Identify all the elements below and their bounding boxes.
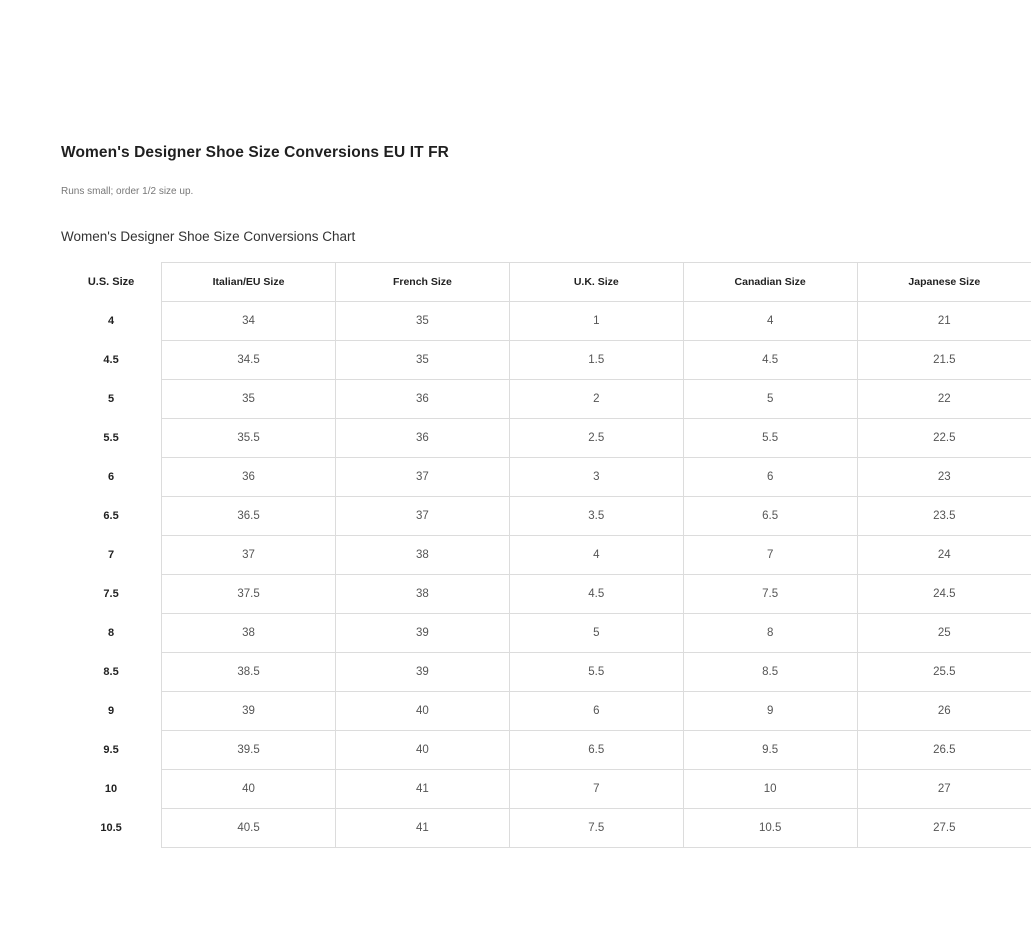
table-row	[61, 302, 1031, 341]
cell-japanese-size: 27	[857, 770, 1031, 809]
table-row	[61, 380, 1031, 419]
cell-us-size: 7	[61, 536, 162, 575]
cell-french-size: 37	[335, 458, 509, 497]
cell-japanese-size: 23.5	[857, 497, 1031, 536]
cell-us-size: 10.5	[61, 809, 162, 848]
cell-french-size: 41	[335, 770, 509, 809]
cell-canadian-size: 10	[683, 770, 857, 809]
cell-italian-eu-size: 38	[162, 614, 336, 653]
header-japanese-size: Japanese Size	[857, 263, 1031, 302]
cell-us-size: 4.5	[61, 341, 162, 380]
cell-japanese-size: 22.5	[857, 419, 1031, 458]
cell-italian-eu-size: 37	[162, 536, 336, 575]
cell-italian-eu-size: 39	[162, 692, 336, 731]
cell-japanese-size: 21	[857, 302, 1031, 341]
cell-us-size: 7.5	[61, 575, 162, 614]
cell-italian-eu-size: 34.5	[162, 341, 336, 380]
cell-canadian-size: 9	[683, 692, 857, 731]
cell-us-size: 8	[61, 614, 162, 653]
cell-japanese-size: 26	[857, 692, 1031, 731]
cell-canadian-size: 5.5	[683, 419, 857, 458]
page-title: Women's Designer Shoe Size Conversions EU IT FR	[61, 144, 449, 161]
cell-italian-eu-size: 40.5	[162, 809, 336, 848]
cell-japanese-size: 26.5	[857, 731, 1031, 770]
header-us-size: U.S. Size	[61, 263, 162, 302]
table-row	[61, 692, 1031, 731]
cell-italian-eu-size: 39.5	[162, 731, 336, 770]
cell-us-size: 4	[61, 302, 162, 341]
table-row	[61, 770, 1031, 809]
cell-canadian-size: 4.5	[683, 341, 857, 380]
cell-us-size: 6.5	[61, 497, 162, 536]
cell-us-size: 5.5	[61, 419, 162, 458]
cell-french-size: 35	[335, 341, 509, 380]
cell-italian-eu-size: 40	[162, 770, 336, 809]
header-uk-size: U.K. Size	[509, 263, 683, 302]
cell-japanese-size: 24	[857, 536, 1031, 575]
cell-italian-eu-size: 38.5	[162, 653, 336, 692]
cell-japanese-size: 22	[857, 380, 1031, 419]
cell-japanese-size: 27.5	[857, 809, 1031, 848]
table-row	[61, 419, 1031, 458]
sizing-note: Runs small; order 1/2 size up.	[61, 186, 194, 197]
cell-uk-size: 7.5	[509, 809, 683, 848]
cell-us-size: 6	[61, 458, 162, 497]
cell-canadian-size: 7.5	[683, 575, 857, 614]
cell-us-size: 10	[61, 770, 162, 809]
cell-french-size: 39	[335, 653, 509, 692]
cell-italian-eu-size: 36.5	[162, 497, 336, 536]
cell-uk-size: 2	[509, 380, 683, 419]
cell-japanese-size: 23	[857, 458, 1031, 497]
cell-canadian-size: 9.5	[683, 731, 857, 770]
table-row	[61, 809, 1031, 848]
cell-canadian-size: 8.5	[683, 653, 857, 692]
cell-uk-size: 3	[509, 458, 683, 497]
cell-canadian-size: 8	[683, 614, 857, 653]
cell-uk-size: 3.5	[509, 497, 683, 536]
cell-uk-size: 2.5	[509, 419, 683, 458]
cell-us-size: 8.5	[61, 653, 162, 692]
cell-french-size: 40	[335, 731, 509, 770]
cell-uk-size: 4.5	[509, 575, 683, 614]
cell-canadian-size: 7	[683, 536, 857, 575]
cell-canadian-size: 6.5	[683, 497, 857, 536]
cell-italian-eu-size: 35.5	[162, 419, 336, 458]
cell-uk-size: 6	[509, 692, 683, 731]
cell-french-size: 37	[335, 497, 509, 536]
cell-japanese-size: 24.5	[857, 575, 1031, 614]
cell-italian-eu-size: 36	[162, 458, 336, 497]
table-body	[61, 302, 1031, 848]
cell-japanese-size: 21.5	[857, 341, 1031, 380]
table-row	[61, 575, 1031, 614]
cell-french-size: 38	[335, 575, 509, 614]
cell-uk-size: 1.5	[509, 341, 683, 380]
cell-japanese-size: 25	[857, 614, 1031, 653]
cell-canadian-size: 5	[683, 380, 857, 419]
cell-french-size: 39	[335, 614, 509, 653]
table-row	[61, 497, 1031, 536]
table-row	[61, 341, 1031, 380]
cell-uk-size: 5.5	[509, 653, 683, 692]
table-caption: Women's Designer Shoe Size Conversions Chart	[61, 229, 356, 244]
header-canadian-size: Canadian Size	[683, 263, 857, 302]
cell-us-size: 5	[61, 380, 162, 419]
cell-us-size: 9.5	[61, 731, 162, 770]
table-header-row	[61, 263, 1031, 302]
cell-us-size: 9	[61, 692, 162, 731]
size-conversion-table	[61, 262, 1031, 848]
table-row	[61, 731, 1031, 770]
table-row	[61, 536, 1031, 575]
cell-uk-size: 1	[509, 302, 683, 341]
cell-uk-size: 6.5	[509, 731, 683, 770]
cell-uk-size: 5	[509, 614, 683, 653]
cell-italian-eu-size: 34	[162, 302, 336, 341]
cell-italian-eu-size: 35	[162, 380, 336, 419]
cell-french-size: 36	[335, 380, 509, 419]
size-table-container	[61, 262, 981, 834]
cell-french-size: 35	[335, 302, 509, 341]
cell-japanese-size: 25.5	[857, 653, 1031, 692]
cell-uk-size: 7	[509, 770, 683, 809]
header-french-size: French Size	[335, 263, 509, 302]
cell-french-size: 38	[335, 536, 509, 575]
table-row	[61, 614, 1031, 653]
cell-canadian-size: 6	[683, 458, 857, 497]
header-italian-eu-size: Italian/EU Size	[162, 263, 336, 302]
table-row	[61, 458, 1031, 497]
cell-french-size: 41	[335, 809, 509, 848]
cell-italian-eu-size: 37.5	[162, 575, 336, 614]
cell-french-size: 40	[335, 692, 509, 731]
cell-canadian-size: 10.5	[683, 809, 857, 848]
cell-canadian-size: 4	[683, 302, 857, 341]
cell-french-size: 36	[335, 419, 509, 458]
table-row	[61, 653, 1031, 692]
cell-uk-size: 4	[509, 536, 683, 575]
